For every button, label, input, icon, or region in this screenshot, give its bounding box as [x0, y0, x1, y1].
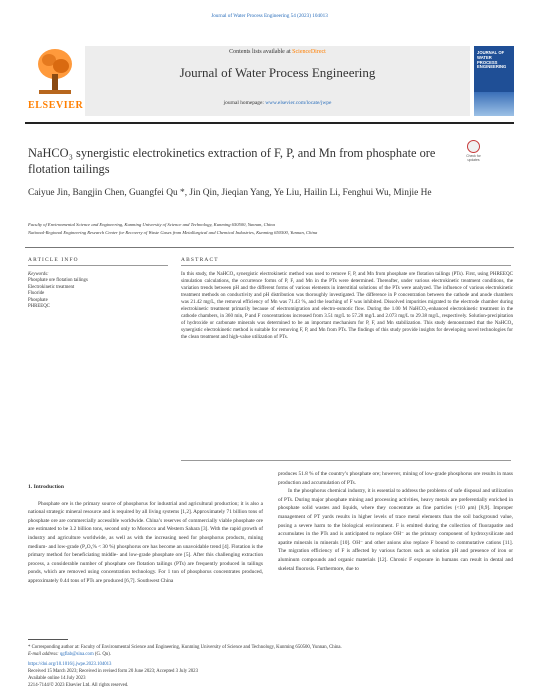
affiliation-2: National-Regional Engineering Research Center for Recovery of Waste Gases from Metallurgical and Chemical Industries, Kunming 650500, Yunnan, China [28, 230, 318, 235]
journal-header [25, 25, 514, 123]
article-title: NaHCO₃ synergistic electrokinetics extraction of F, P, and Mn from phosphate ore flotation tailings [28, 146, 436, 176]
email-suffix: (G. Qu). [93, 652, 111, 657]
introduction-heading: 1. Introduction [28, 484, 64, 490]
publication-info [28, 661, 328, 689]
check-updates-label: Check for updates [466, 154, 481, 162]
article-info-heading: ARTICLE INFO [28, 257, 79, 263]
affiliations [28, 221, 508, 237]
elsevier-logo[interactable] [25, 44, 85, 118]
intro-paragraph-2: In the phosphorus chemical industry, it is essential to address the problems of safe disposal and utilization of PTs. During major phosphate mining and processing activities, heavy metals are preferentially enriched in phosphate solid wastes and liquids, where they concentrate as fine particles (<10 μm) [8,9]. Improper management of PT yards results in higher levels of trace metal elements than the soil background value, posing a severe harm to the biological environment. F is emitted during the collection of fluorapatite and accumulates in the PTs and is anticipated to replace OH⁻ as the primary component of hydroxysilicate and apatite minerals in minerals [10]. OH⁻ and other anions also replace F bound to commutative cations [11]. The migration efficiency of F is affected by various factors such as solution pH and presence of iron or aluminum compounds and organic materials [12]. Chronic F exposure in humans can result in dental and skeletal fluorosis. Furthermore, due to [278, 488, 513, 572]
sciencedirect-link[interactable]: ScienceDirect [292, 49, 326, 55]
elsevier-tree-icon [35, 46, 75, 96]
email-link[interactable]: qgflab@sina.com [59, 652, 94, 657]
article-info-rule [28, 265, 168, 266]
footnote-rule [28, 639, 68, 640]
keyword: Electrokinetic treatment [28, 284, 75, 290]
cover-title: JOURNAL OF WATER PROCESS ENGINEERING [477, 50, 507, 70]
journal-cover[interactable] [474, 46, 514, 116]
homepage-link[interactable]: www.elsevier.com/locate/jwpe [265, 100, 332, 106]
keyword: PHREEQC [28, 304, 50, 310]
section-divider [25, 247, 514, 248]
online-date: Available online 14 July 2023 [28, 676, 86, 681]
keywords-block [28, 272, 168, 310]
affiliation-1: Faculty of Environmental Science and Engineering, Kunming University of Science and Technology, Kunming 650500, Yunnan, China [28, 222, 275, 227]
abstract-text: In this study, the NaHCO₃ synergistic electrokinetic method was used to remove F, P, and Mn from phosphate ore flotation tailings (PTs). First, using PHREEQC simulation calculations, the occurrence forms of P, F, and Mn in the PTs were determined. Thereafter, under various electrokinetic treatment conditions, the variation trends between pH and the different forms of various elements in interstitial solutions of the PTs were analyzed. The influence of various electrokinetic treatment methods on conductivity and pH distribution was thoroughly investigated. The difference in P concentration between the cathode and anode chambers was 21.42 mg/L, the removal efficiency of Mn was 71.43 %, and the leaching of F was inhibited. Dissolved impurities migrated to the electrode chamber during electrokinetic treatment primarily because of electromigration and electro-osmotic flow. During the 1.00 M NaHCO₃-enhanced electrokinetic treatment in the cathode chambers, in 360 min, P and F concentrations increased from 3.51 mg/L to 57.28 mg/L and 2.073 mg/L to 29.38 mg/L, respectively. Solution-precipitation of hydroxide or carbonate minerals was determined to be an important mechanism for P, F, and Mn stabilization. This study demonstrated that the NaHCO₃ synergistic electrokinetic method is suitable for removing F, P, and Mn from PTs. The findings of this study provide insights for developing novel technologies for the clean treatment and high-value utilization of PTs. [181, 271, 513, 340]
email-line [28, 651, 508, 658]
corresponding-text: * Corresponding author at: Faculty of Environmental Science and Engineering, Kunming University of Science and Technology, Kunming 650500, Yunnan, China. [28, 645, 342, 650]
abstract-end-rule [181, 460, 511, 461]
intro-paragraph-1: Phosphate ore is the primary source of phosphorus for industrial and agricultural production; it is also a national strategic mineral resource and is required by all living systems [1,2]. Approximately 71 billion tons of phosphate ore are commercially accessible worldwide. China’s reserves of commercially viable phosphate ore are estimated to be 3.2 billion tons, second only to Morocco and Western Sahara [3]. With the rapid growth of industry and agriculture worldwide, as well as with the increasing need for phosphorus products, mining medium- and low-grade (P₂O₅% < 30 %) phosphorus ore has become an unavoidable trend [4]. Flotation is the primary method for beneficiating middle- and low-grade phosphate ore [5]. After this challenging extraction process, a considerable number of phosphate ore flotation tailings (PTs) are frequently produced in tailings ponds, which are removed using concentration technology. For 1 ton of phosphorus concentrates produced, approximately 0.44 tons of PTs are produced [6,7]. Southwest China [28, 500, 263, 584]
check-updates-icon [467, 140, 480, 153]
email-label: E-mail address: [28, 652, 60, 657]
doi-link[interactable]: https://doi.org/10.1016/j.jwpe.2023.104013 [28, 662, 112, 667]
publisher-name: ELSEVIER [28, 100, 84, 111]
header-divider [25, 122, 514, 124]
contents-prefix: Contents lists available at [229, 49, 293, 55]
author-list[interactable]: Caiyue Jin, Bangjin Chen, Guangfei Qu *, Jin Qin, Jieqian Yang, Ye Liu, Hailin Li, Fenghui Wu, Minjie He [28, 188, 432, 198]
keyword: Phosphate ore flotation tailings [28, 278, 88, 284]
intro-paragraph-1-cont: produces 51.8 % of the country’s phosphate ore; however, mining of low-grade phosphorus ore results in mass production and accumulation of PTs. [278, 471, 513, 486]
received-dates: Received 15 March 2023; Received in revised form 20 June 2023; Accepted 3 July 2023 [28, 669, 198, 674]
keyword: Fluoride [28, 291, 45, 297]
abstract-rule [181, 265, 511, 266]
body-column-right [278, 470, 513, 573]
abstract-heading: ABSTRACT [181, 257, 219, 263]
keywords-label: Keywords: [28, 272, 49, 277]
copyright: 2214-7144/© 2023 Elsevier Ltd. All rights reserved. [28, 683, 129, 688]
cover-image [474, 92, 514, 116]
keyword: Phosphate [28, 297, 48, 303]
journal-homepage [85, 100, 470, 106]
check-for-updates-button[interactable] [460, 140, 487, 164]
body-column-left [28, 483, 263, 586]
contents-line [85, 49, 470, 55]
homepage-prefix: journal homepage: [223, 100, 266, 106]
corresponding-author-note [28, 644, 508, 658]
journal-reference[interactable]: Journal of Water Process Engineering 54 (2023) 104013 [211, 13, 328, 19]
journal-title: Journal of Water Process Engineering [179, 65, 376, 80]
